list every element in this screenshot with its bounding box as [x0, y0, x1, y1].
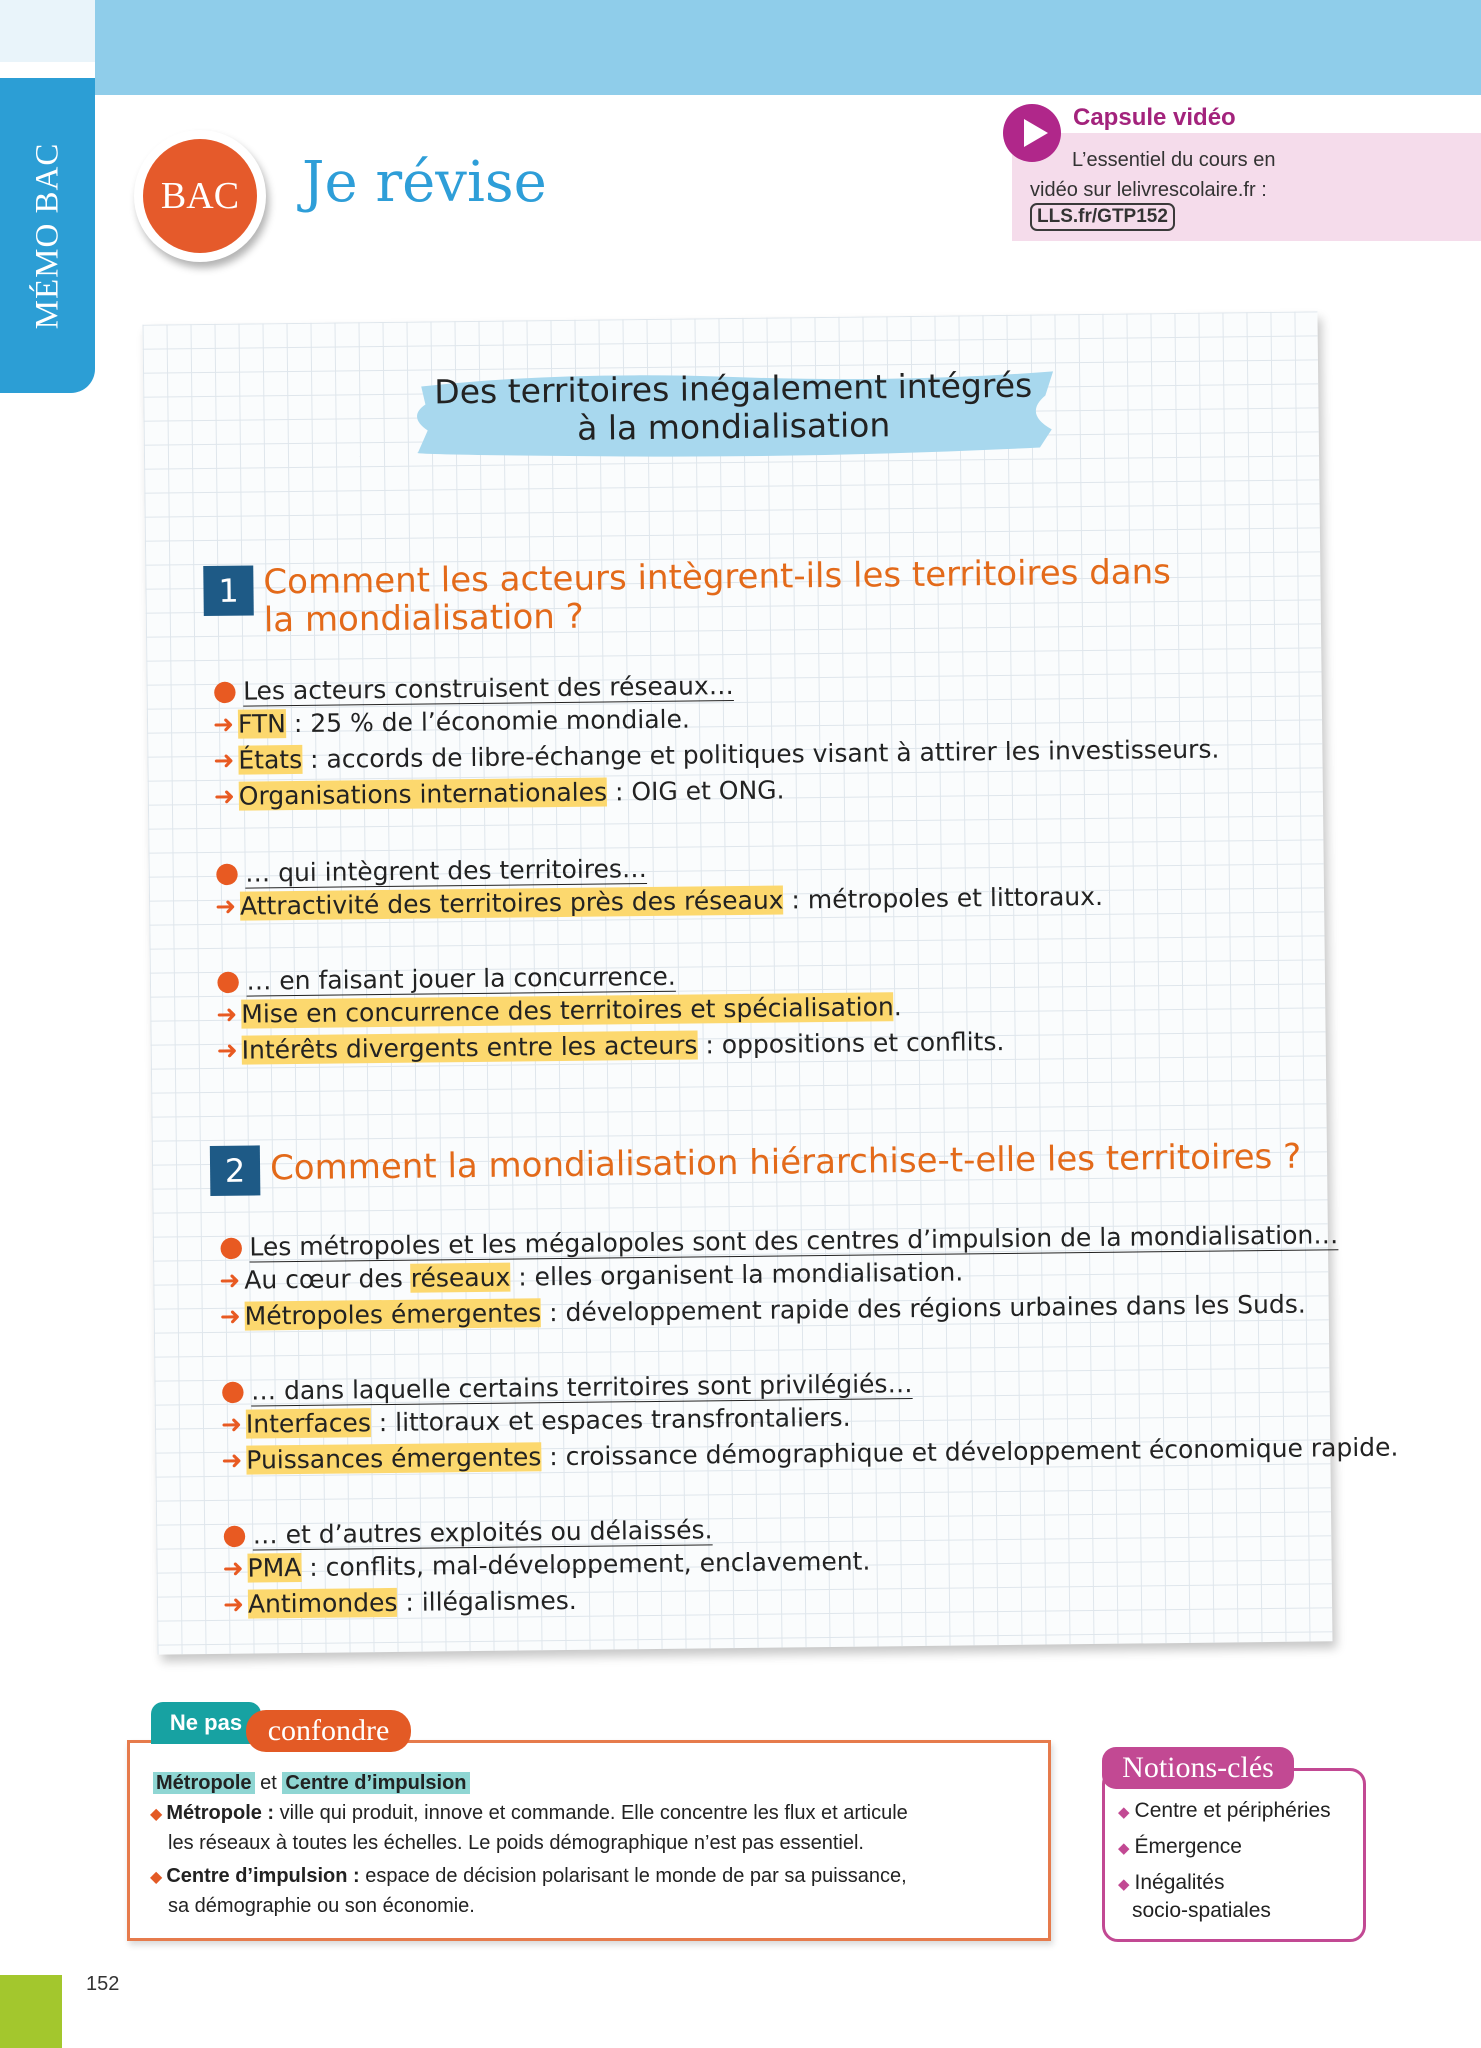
q1-item-interets: ➜ Intérêts divergents entre les acteurs : oppositions et conflits. — [216, 1026, 1005, 1065]
bac-badge — [134, 130, 266, 262]
page-corner-marker — [0, 1975, 62, 2048]
q2-bullet-3: ● … et d’autres exploités ou délaissés. — [222, 1515, 713, 1551]
sheet-content — [142, 311, 1399, 1654]
term-connector: et — [260, 1772, 277, 1794]
notion-item-3-cont: socio-spatiales — [1132, 1899, 1271, 1922]
sheet-title-line1: Des territoires inégalement intégrés — [434, 365, 1033, 412]
top-banner — [95, 0, 1481, 95]
question-1-number: 1 — [203, 565, 254, 616]
video-capsule-text — [1030, 145, 1450, 205]
question-2-title: Comment la mondialisation hiérarchise-t-elle les territoires ? — [269, 1136, 1302, 1189]
q1-bullet-1: ● Les acteurs construisent des réseaux… — [212, 671, 734, 707]
confuse-terms — [153, 1772, 470, 1795]
memo-bac-label: MÉMO BAC — [29, 142, 66, 330]
sheet-title-line2: à la mondialisation — [576, 405, 891, 448]
q1-item-organisations: ➜ Organisations internationales : OIG et ONG. — [213, 775, 785, 811]
definition-centre-impulsion: ◆ Centre d’impulsion : espace de décision polarisant le monde de par sa puissance, sa démographie ou son économie. — [150, 1865, 907, 1917]
question-1-title-line1: Comment les acteurs intègrent-ils les territoires dans — [263, 552, 1172, 603]
q1-bullet-2: ● … qui intègrent des territoires… — [214, 854, 648, 889]
video-capsule-title: Capsule vidéo — [1073, 104, 1236, 131]
q2-item-puissances-emergentes: ➜ Puissances émergentes : croissance démographique et développement économique rapide. — [221, 1432, 1399, 1475]
notion-item-2: ◆ Émergence — [1118, 1835, 1242, 1858]
ne-pas-tag: Ne pas — [151, 1702, 261, 1744]
q1-bullet-3: ● … en faisant jouer la concurrence. — [215, 961, 676, 997]
q1-item-mise-en-concurrence: ➜ Mise en concurrence des territoires et spécialisation. — [216, 992, 902, 1029]
question-1-title-line2: la mondialisation ? — [263, 596, 584, 641]
q2-bullet-2: ● … dans laquelle certains territoires sont privilégiés… — [220, 1369, 913, 1407]
question-1-title — [263, 553, 1171, 639]
q2-item-antimondes: ➜ Antimondes : illégalismes. — [222, 1585, 577, 1619]
q2-item-metropoles-emergentes: ➜ Métropoles émergentes : développement rapide des régions urbaines dans les Suds. — [219, 1289, 1306, 1331]
question-2-number: 2 — [210, 1145, 261, 1196]
q2-item-pma: ➜ PMA : conflits, mal-développement, enclavement. — [222, 1546, 871, 1583]
q2-item-reseaux: ➜ Au cœur des réseaux : elles organisent la mondialisation. — [219, 1257, 964, 1295]
q1-item-etats: ➜ États : accords de libre-échange et politiques visant à attirer les investisseurs. — [213, 734, 1220, 775]
q1-item-attractivite: ➜ Attractivité des territoires près des réseaux : métropoles et littoraux. — [214, 881, 1104, 921]
confondre-tag: confondre — [246, 1710, 411, 1752]
video-text-line2: vidéo sur lelivrescolaire.fr : — [1030, 179, 1267, 201]
notions-cles-tag: Notions-clés — [1102, 1747, 1294, 1789]
top-left-block — [0, 0, 95, 62]
definition-metropole: ◆ Métropole : ville qui produit, innove et commande. Elle concentre les flux et articule les réseaux à toutes les échelles. Le poids démographique n’est pas essentiel. — [150, 1802, 908, 1854]
q2-bullet-1: ● Les métropoles et les mégalopoles sont des centres d’impulsion de la mondialisation… — [218, 1220, 1339, 1263]
bac-badge-label: BAC — [143, 139, 257, 253]
page-title: Je révise — [302, 150, 547, 215]
sheet-title — [423, 366, 1044, 449]
notion-item-1: ◆ Centre et périphéries — [1118, 1799, 1331, 1822]
q2-item-interfaces: ➜ Interfaces : littoraux et espaces transfrontaliers. — [220, 1402, 851, 1439]
page-number: 152 — [86, 1973, 120, 1995]
video-text-line1: L’essentiel du cours en — [1072, 149, 1276, 171]
video-link[interactable]: LLS.fr/GTP152 — [1030, 203, 1175, 231]
term-centre-impulsion: Centre d’impulsion — [282, 1772, 469, 1794]
term-metropole: Métropole — [153, 1772, 255, 1794]
q1-item-ftn: ➜ FTN : 25 % de l’économie mondiale. — [212, 704, 691, 739]
notion-item-3: ◆ Inégalités — [1118, 1871, 1225, 1894]
